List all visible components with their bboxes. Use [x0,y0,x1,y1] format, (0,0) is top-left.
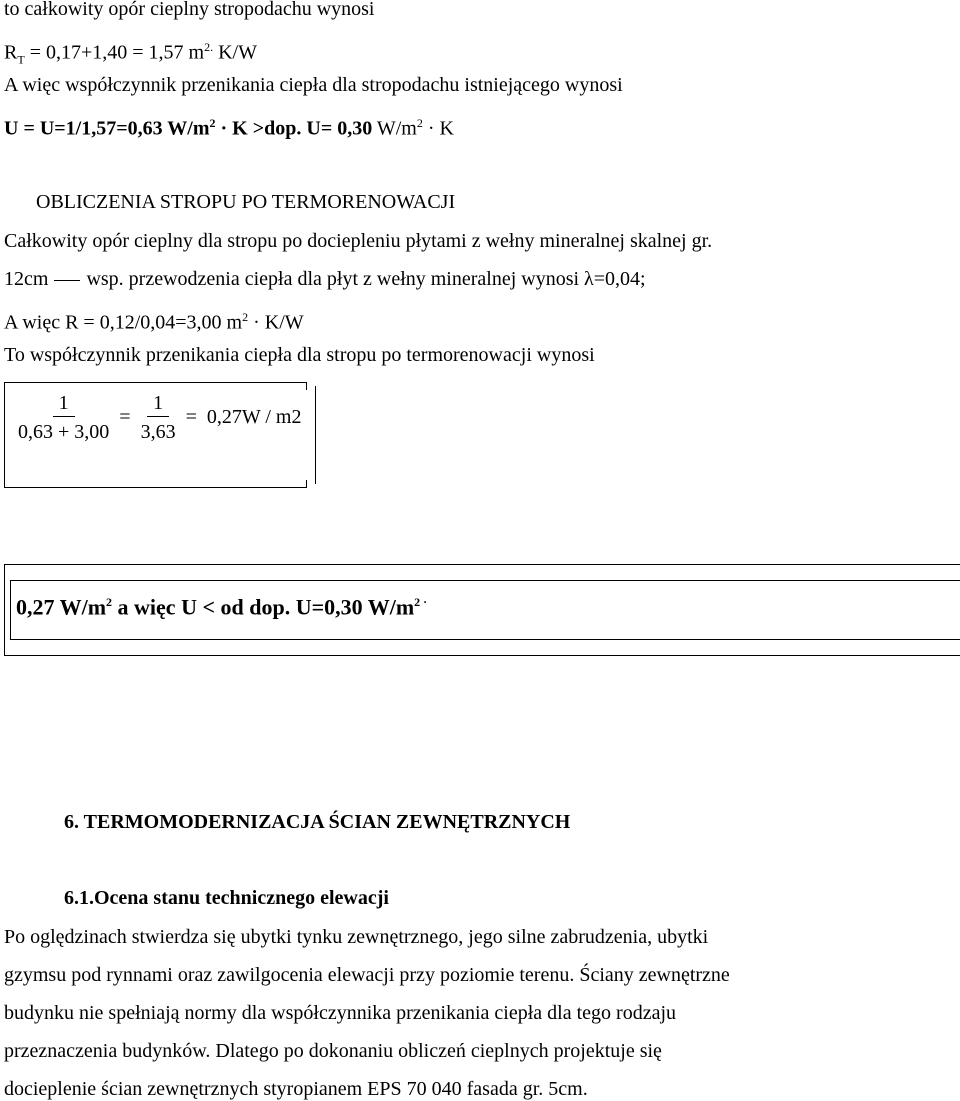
text-line-wsp-przewodzenia: 12cm wsp. przewodzenia ciepła dla płyt z wełny mineralnej wynosi λ=0,04; [4,268,646,290]
formula-frame-bottom [4,487,306,488]
result-frame-top [4,564,960,565]
text-line-r-ocieplenia: A więc R = 0,12/0,04=3,00 $m^2 \cdot K/W$ [4,310,304,334]
result-frame-left [4,564,5,656]
text-line-rt: $R_T = 0,17+1,40 = 1,57$ $m^{2.}$ K/W [4,40,257,67]
paragraph-line: przeznaczenia budynków. Dlatego po dokonaniu obliczeń cieplnych projektuje się [4,1040,662,1062]
text-line-wspolczynnik-stropu: To współczynnik przenikania ciepła dla stropu po termorenowacji wynosi [4,344,595,366]
dash-separator [54,280,80,281]
heading-obliczenia-stropu: OBLICZENIA STROPU PO TERMORENOWACJI [36,191,456,213]
text-line-wynik: 0,27 $W/m^2$ a więc U < od dop. U=0,30 $W/m^{2 \cdot}$ [16,594,428,620]
paragraph-line: budynku nie spełniają normy dla współczynnika przenikania ciepła dla tego rodzaju [4,1002,677,1024]
formula-u-stropu: $\frac{1}{0,63 + 3,00}$ = $\frac{1}{3,63}$ = 0,27W / m2 [18,392,302,443]
fraction-2: $\frac{1}{3,63}$ [140,392,176,443]
heading-ocena-stanu: 6.1.Ocena stanu technicznego elewacji [64,887,389,909]
formula-frame-top [4,382,306,383]
result-frame-inner-bottom [10,639,960,640]
text-line-opor-stropodachu: to całkowity opór cieplny stropodachu wynosi [4,0,375,20]
text-line-calkowity-opor: Całkowity opór cieplny dla stropu po dociepleniu płytami z wełny mineralnej skalnej gr. [4,230,713,252]
formula-frame-left [4,382,5,488]
text-line-u-stropodachu: U = U=1/1,57=0,63 $W/m^2 \cdot K >dop$. U= 0,30 $W/m^2 \cdot K$ [4,116,454,140]
paragraph-line: Po oględzinach stwierdza się ubytki tynku zewnętrznego, jego silne zabrudzenia, ubytki [4,926,709,948]
paragraph-line: docieplenie ścian zewnętrznych styropianem EPS 70 040 fasada gr. 5cm. [4,1078,588,1100]
fraction-1: $\frac{1}{0,63 + 3,00}$ [18,392,110,443]
result-frame-inner-top [10,580,960,581]
paragraph-line: gzymsu pod rynnami oraz zawilgocenia elewacji przy poziomie terenu. Ściany zewnętrzne [4,964,730,986]
formula-frame-right-top [306,382,307,390]
heading-termomodernizacja-scian: 6. TERMOMODERNIZACJA ŚCIAN ZEWNĘTRZNYCH [64,811,571,833]
formula-side-line [315,386,316,484]
text-line-wspolczynnik-stropodachu: A więc współczynnik przenikania ciepła dla stropodachu istniejącego wynosi [4,74,623,96]
result-frame-inner-left [10,580,11,640]
formula-frame-right-bottom [306,480,307,488]
result-frame-bottom [4,655,960,656]
